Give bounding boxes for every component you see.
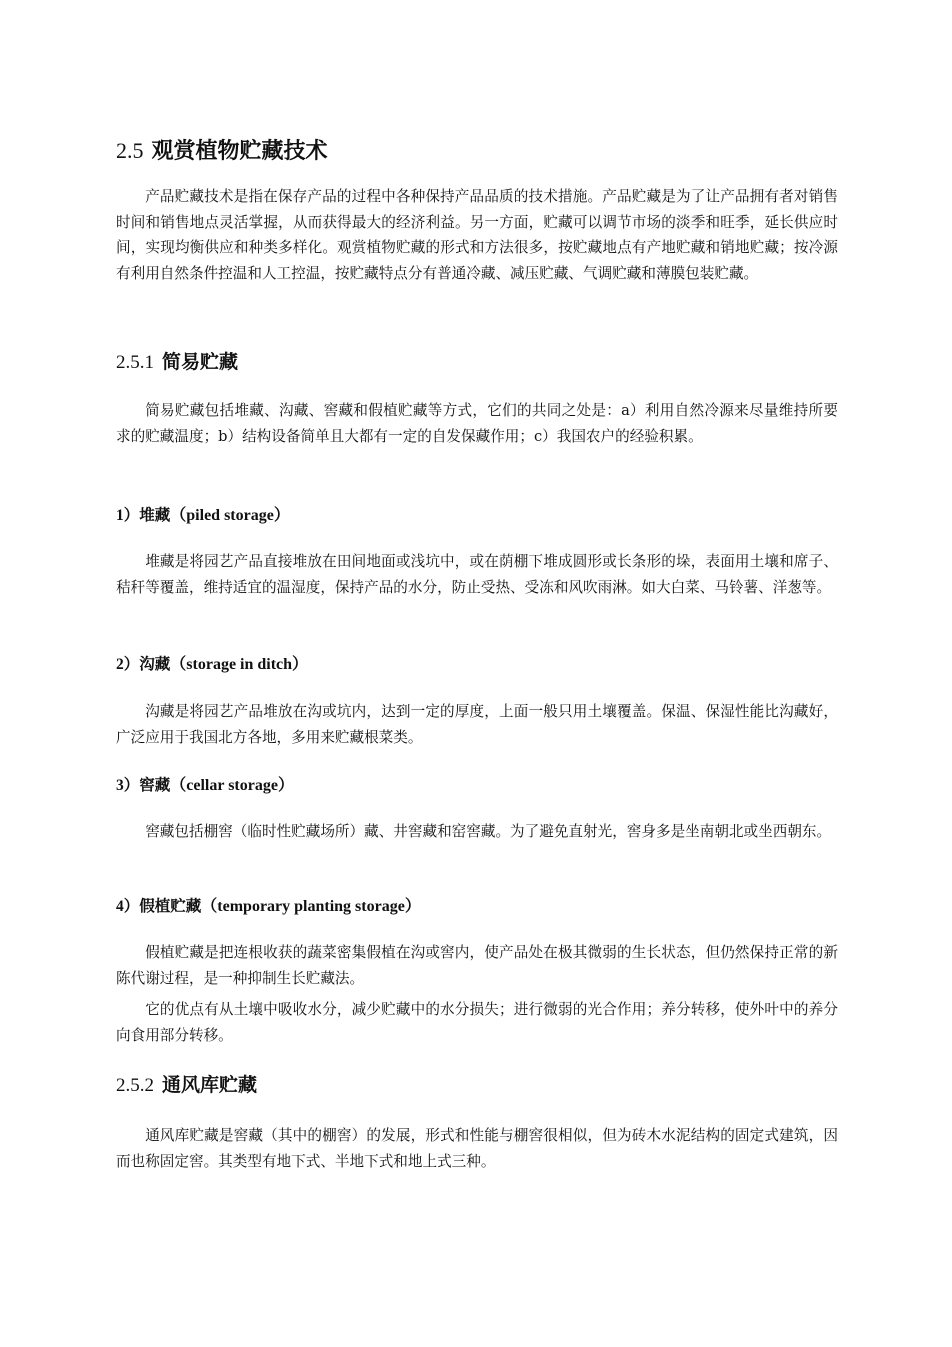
item-4-paragraph-2: 它的优点有从土壤中吸收水分，减少贮藏中的水分损失；进行微弱的光合作用；养分转移，使外叶中的养分向食用部分转移。 [116, 1001, 838, 1044]
section-2-5-1-paragraph: 简易贮藏包括堆藏、沟藏、窖藏和假植贮藏等方式，它们的共同之处是：a）利用自然冷源来尽量维持所要求的贮藏温度；b）结构设备简单且大都有一定的自发保藏作用；c）我国农户的经验积累。 [116, 402, 838, 445]
item-3-paragraph: 窖藏包括棚窖（临时性贮藏场所）藏、井窖藏和窑窖藏。为了避免直射光，窖身多是坐南朝北或坐西朝东。 [145, 823, 832, 840]
subsection-title: 简易贮藏 [162, 351, 239, 373]
subsection-title: 通风库贮藏 [162, 1074, 258, 1096]
item-4-paragraph-1: 假植贮藏是把连根收获的蔬菜密集假植在沟或窖内，使产品处在极其微弱的生长状态，但仍然保持正常的新陈代谢过程，是一种抑制生长贮藏法。 [116, 944, 838, 987]
section-2-5-2-heading [116, 1072, 257, 1099]
item-title-cn: 沟藏 [139, 655, 171, 673]
item-title-cn: 堆藏 [139, 506, 171, 524]
item-1-paragraph: 堆藏是将园艺产品直接堆放在田间地面或浅坑中，或在荫棚下堆成圆形或长条形的垛，表面用土壤和席子、秸秆等覆盖，维持适宜的温湿度，保持产品的水分，防止受热、受冻和风吹雨淋。如大白菜、马铃薯、洋葱等。 [116, 553, 838, 596]
item-number: 1） [116, 507, 140, 524]
item-2-heading [116, 653, 308, 676]
subsection-number: 2.5.2 [116, 1075, 154, 1096]
section-title: 观赏植物贮藏技术 [151, 139, 328, 164]
subsection-number: 2.5.1 [116, 352, 154, 373]
section-2-5-paragraph: 产品贮藏技术是指在保存产品的过程中各种保持产品品质的技术措施。产品贮藏是为了让产品拥有者对销售时间和销售地点灵活掌握，从而获得最大的经济利益。另一方面，贮藏可以调节市场的淡季和旺季，延长供应时间，实现均衡供应和种类多样化。观赏植物贮藏的形式和方法很多，按贮藏地点有产地贮藏和销地贮藏；按冷源有利用自然条件控温和人工控温，按贮藏特点分有普通冷藏、减压贮藏、气调贮藏和薄膜包装贮藏。 [116, 188, 838, 283]
item-title-en: （piled storage） [170, 507, 290, 524]
item-2-paragraph: 沟藏是将园艺产品堆放在沟或坑内，达到一定的厚度，上面一般只用土壤覆盖。保温、保湿性能比沟藏好，广泛应用于我国北方各地，多用来贮藏根菜类。 [116, 703, 838, 746]
item-title-cn: 假植贮藏 [139, 897, 202, 915]
item-title-cn: 窖藏 [139, 776, 171, 794]
item-title-en: （storage in ditch） [170, 656, 309, 673]
item-4-heading [116, 895, 421, 918]
section-number: 2.5 [116, 138, 144, 163]
item-1-heading [116, 504, 290, 527]
item-3-heading [116, 774, 294, 797]
section-2-5-2-paragraph: 通风库贮藏是窖藏（其中的棚窖）的发展，形式和性能与棚窖很相似，但为砖木水泥结构的固定式建筑，因而也称固定窖。其类型有地下式、半地下式和地上式三种。 [116, 1127, 838, 1170]
section-2-5-heading [116, 136, 328, 167]
item-number: 2） [116, 656, 140, 673]
item-title-en: （temporary planting storage） [201, 898, 421, 915]
item-title-en: （cellar storage） [170, 777, 294, 794]
section-2-5-1-heading [116, 349, 238, 376]
item-number: 3） [116, 777, 140, 794]
item-number: 4） [116, 898, 140, 915]
